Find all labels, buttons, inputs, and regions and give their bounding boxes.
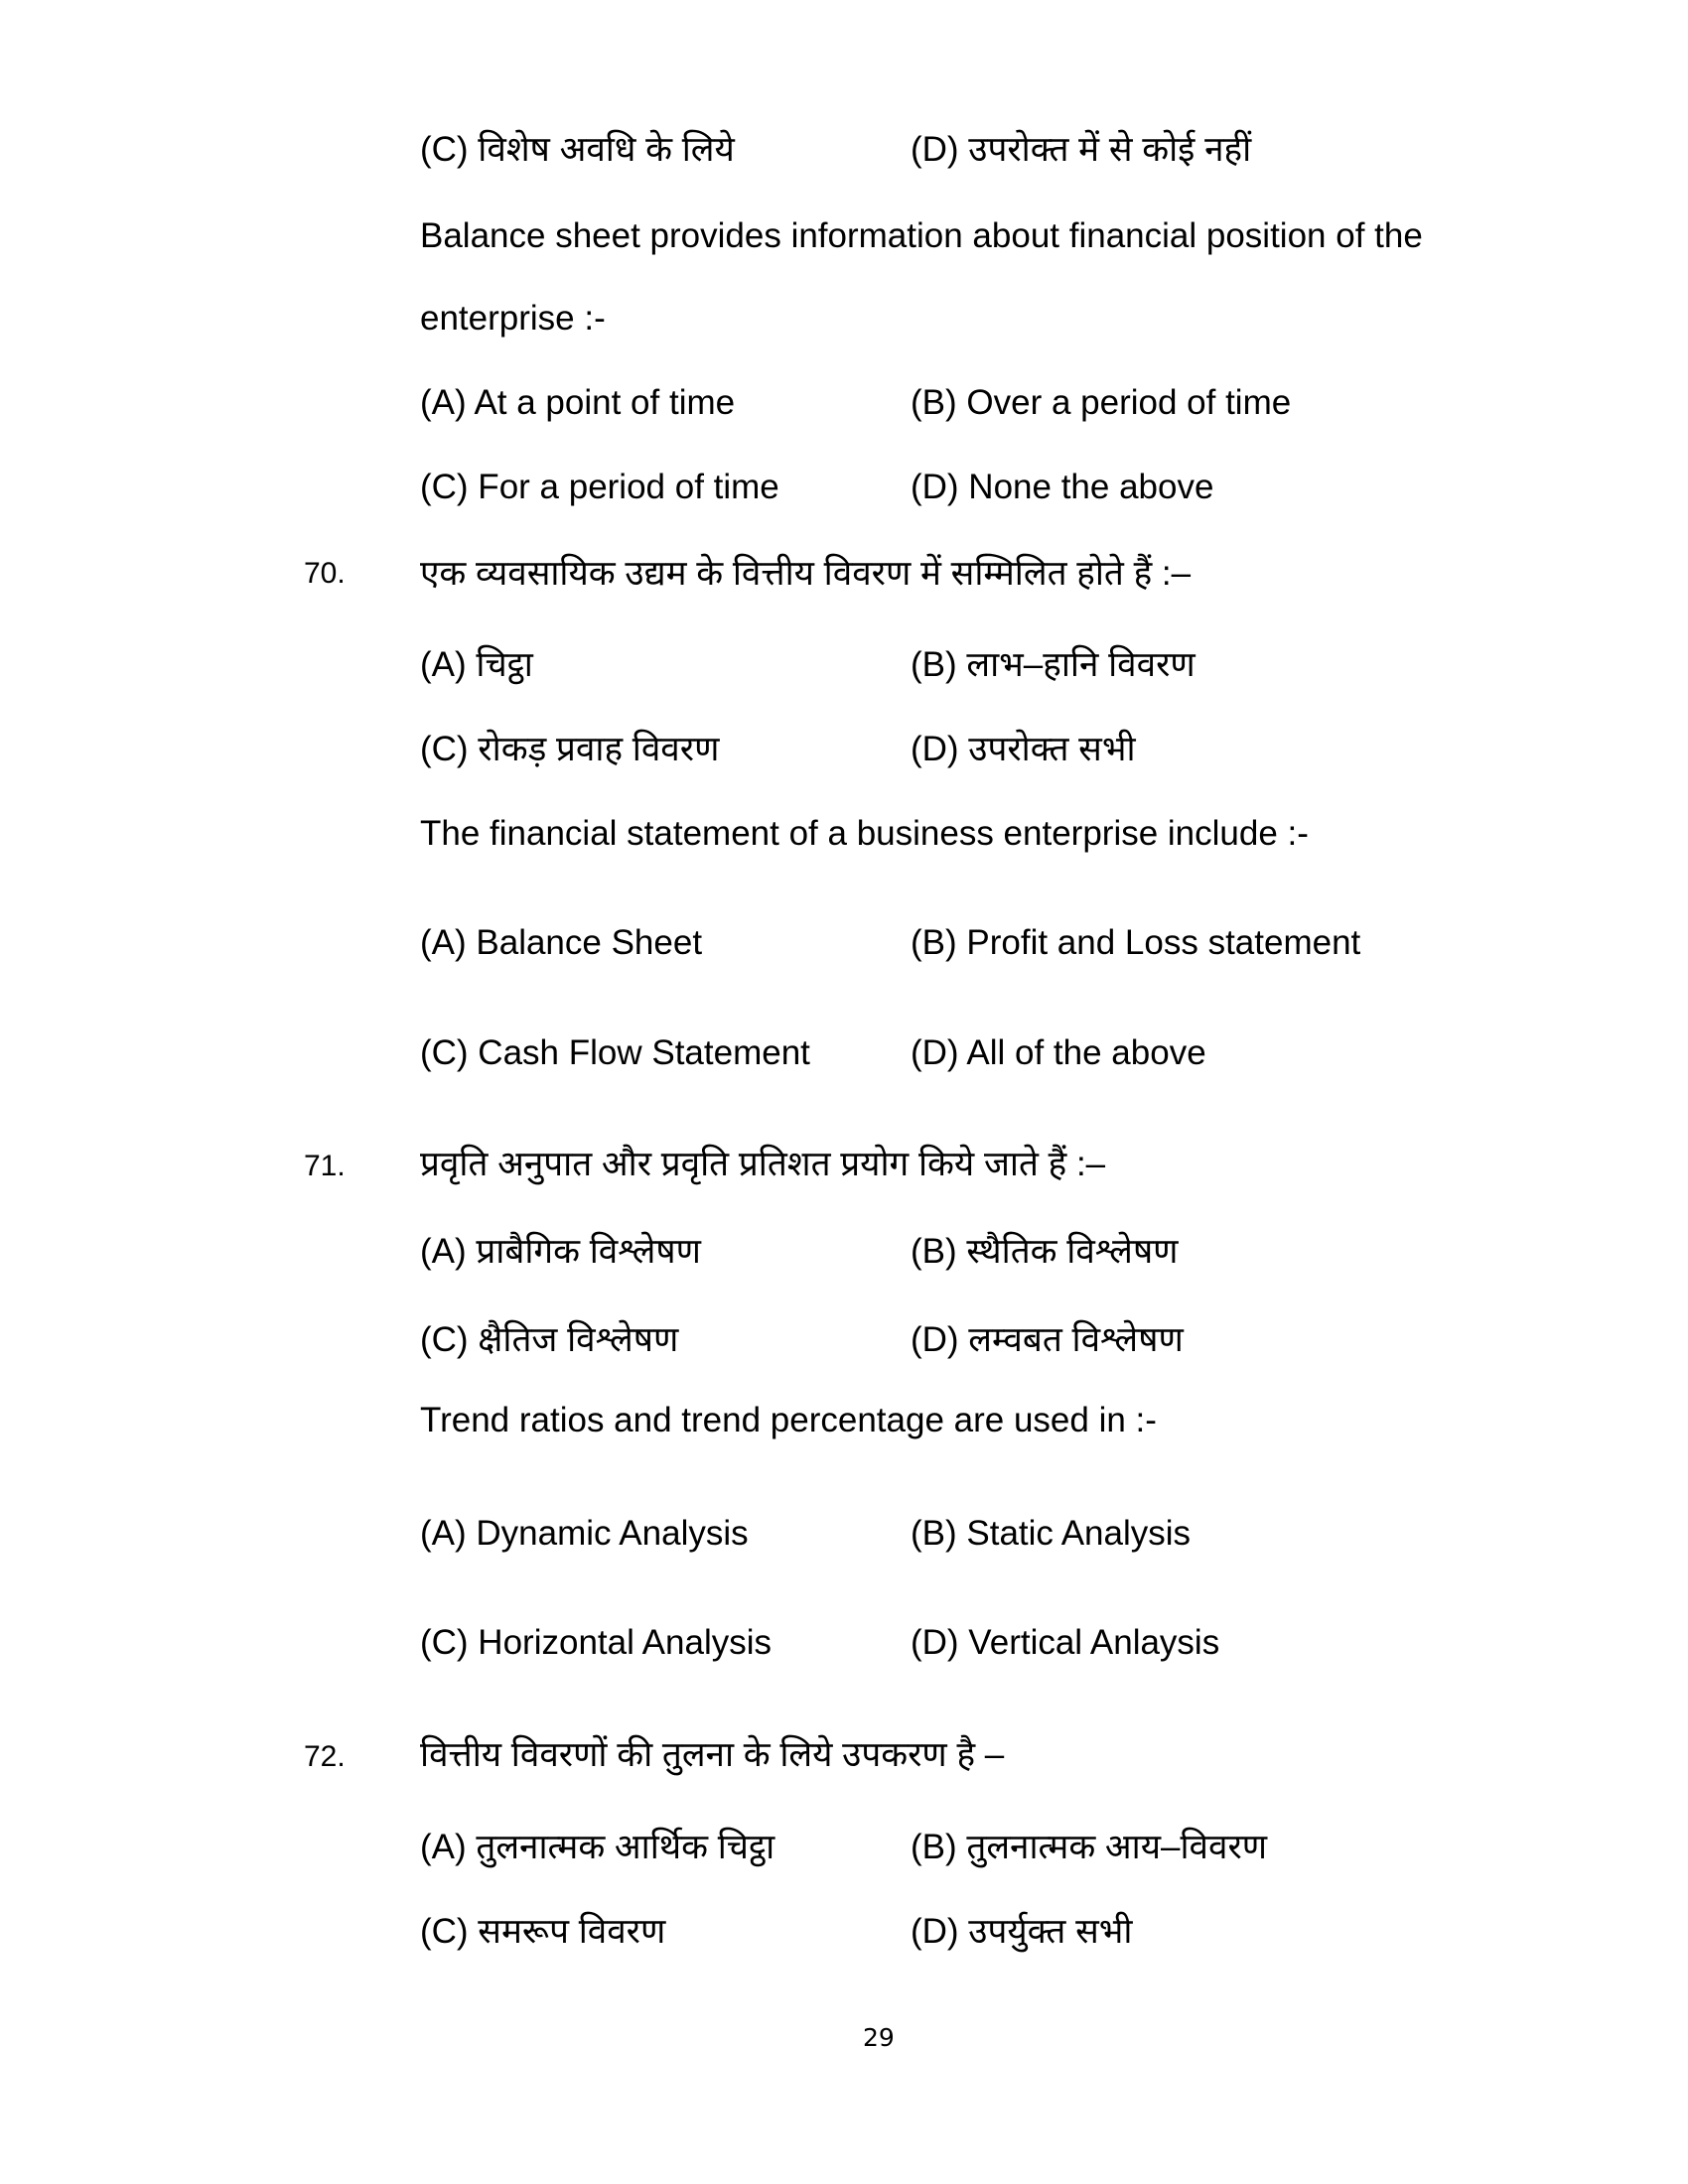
question-number-72: 72. — [304, 1740, 346, 1773]
question-number-71: 71. — [304, 1150, 346, 1182]
question-text-hindi-q71: प्रवृति अनुपात और प्रवृति प्रतिशत प्रयोग किये जाते हैं :– — [420, 1145, 1106, 1183]
option-a-english-q71: (A) Dynamic Analysis — [420, 1514, 749, 1553]
question-text-english-q69-line1: Balance sheet provides information about financial position of the — [420, 216, 1423, 255]
option-d-english-q69: (D) None the above — [911, 468, 1214, 506]
option-c-hindi-q70: (C) रोकड़ प्रवाह विवरण — [420, 730, 720, 768]
option-c-english-q70: (C) Cash Flow Statement — [420, 1033, 810, 1072]
option-c-english-q69: (C) For a period of time — [420, 468, 779, 506]
option-b-hindi-q71: (B) स्थैतिक विश्लेषण — [911, 1232, 1179, 1271]
option-a-hindi-q72: (A) तुलनात्मक आर्थिक चिट्ठा — [420, 1828, 775, 1866]
option-b-english-q70: (B) Profit and Loss statement — [911, 923, 1361, 962]
option-d-english-q70: (D) All of the above — [911, 1033, 1206, 1072]
page-number: 29 — [863, 2023, 895, 2052]
question-number-70: 70. — [304, 557, 346, 590]
question-text-english-q71: Trend ratios and trend percentage are used in :- — [420, 1401, 1157, 1439]
option-a-hindi-q70: (A) चिट्ठा — [420, 645, 533, 684]
option-c-english-q71: (C) Horizontal Analysis — [420, 1623, 772, 1662]
option-d-hindi-q70: (D) उपरोक्त सभी — [911, 730, 1136, 768]
option-d-hindi-q71: (D) लम्वबत विश्लेषण — [911, 1320, 1184, 1359]
option-b-english-q71: (B) Static Analysis — [911, 1514, 1192, 1553]
option-a-english-q69: (A) At a point of time — [420, 383, 736, 422]
question-text-hindi-q72: वित्तीय विवरणों की तुलना के लिये उपकरण है – — [420, 1735, 1005, 1774]
option-c-hindi-q71: (C) क्षैतिज विश्लेषण — [420, 1320, 679, 1359]
option-d-hindi-q69: (D) उपरोक्त में से कोई नहीं — [911, 130, 1252, 169]
option-a-hindi-q71: (A) प्राबैगिक विश्लेषण — [420, 1232, 701, 1271]
question-text-hindi-q70: एक व्यवसायिक उद्यम के वित्तीय विवरण में सम्मिलित होते हैं :– — [420, 554, 1192, 593]
option-b-hindi-q72: (B) तुलनात्मक आय–विवरण — [911, 1828, 1268, 1866]
question-text-english-q69-line2: enterprise :- — [420, 299, 606, 338]
option-a-english-q70: (A) Balance Sheet — [420, 923, 703, 962]
question-text-english-q70: The financial statement of a business enterprise include :- — [420, 814, 1309, 853]
option-b-english-q69: (B) Over a period of time — [911, 383, 1292, 422]
option-d-hindi-q72: (D) उपर्युक्त सभी — [911, 1912, 1133, 1951]
option-c-hindi-q69: (C) विशेष अवधि के लिये — [420, 130, 735, 169]
option-c-hindi-q72: (C) समरूप विवरण — [420, 1912, 666, 1951]
option-b-hindi-q70: (B) लाभ–हानि विवरण — [911, 645, 1196, 684]
option-d-english-q71: (D) Vertical Anlaysis — [911, 1623, 1220, 1662]
